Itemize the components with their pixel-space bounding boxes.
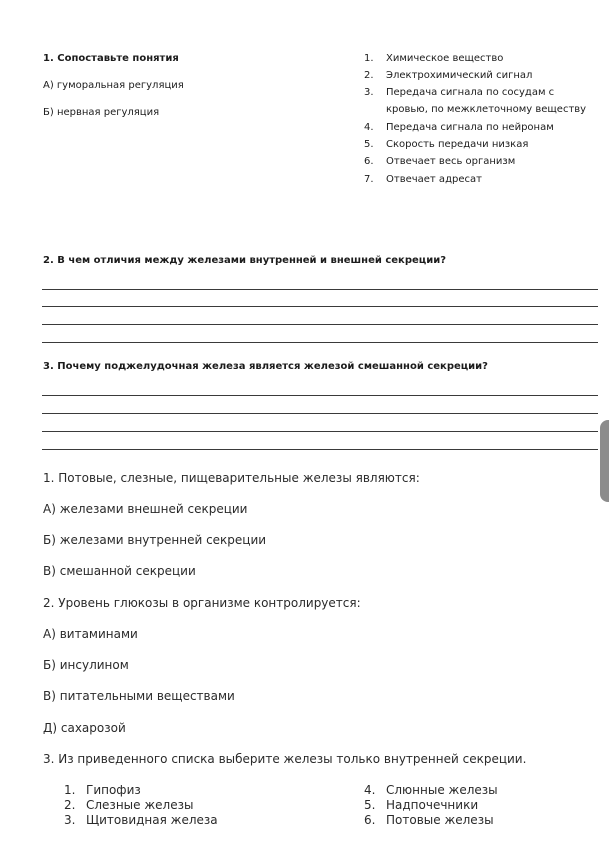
section1-heading: 1. Сопоставьте понятия [43,53,179,64]
section1-item-3 [364,87,554,98]
item-number: 2. [64,798,76,812]
item-text: Щитовидная железа [86,813,218,827]
quiz-q1-option-c: В) смешанной секреции [43,564,196,578]
item-text: Слюнные железы [386,783,498,797]
section1-item-3-cont [364,104,586,115]
answer-line[interactable] [42,431,598,432]
item-number: 2. [364,70,374,81]
quiz-q2-option-d: Д) сахарозой [43,721,126,735]
section1-item-2 [364,70,532,81]
item-text: Скорость передачи низкая [386,139,529,150]
section1-item-4 [364,122,554,133]
quiz-q1-option-b: Б) железами внутренней секреции [43,533,267,547]
quiz-q3-item-3 [64,813,218,827]
item-number: 6. [364,813,376,827]
item-text: Гипофиз [86,783,141,797]
quiz-q3-question: 3. Из приведенного списка выберите железы только внутренней секреции. [43,752,527,766]
quiz-q1-question: 1. Потовые, слезные, пищеварительные железы являются: [43,471,420,485]
item-text: Надпочечники [386,798,479,812]
item-text: Передача сигнала по нейронам [386,122,554,133]
item-text: Химическое вещество [386,53,504,64]
item-text: Электрохимический сигнал [386,70,533,81]
answer-line[interactable] [42,395,598,396]
answer-line[interactable] [42,289,598,290]
item-number: 6. [364,156,374,167]
section1-option-a: А) гуморальная регуляция [43,80,184,91]
item-text: кровью, по межклеточному веществу [386,104,587,115]
quiz-q3-item-2 [64,798,193,812]
item-number: 3. [64,813,76,827]
quiz-q3-item-1 [64,783,141,797]
item-number: 1. [64,783,76,797]
scroll-handle[interactable] [600,420,609,502]
item-text: Передача сигнала по сосудам с [386,87,555,98]
answer-line[interactable] [42,306,598,307]
item-number: 4. [364,783,376,797]
quiz-q2-option-c: В) питательными веществами [43,689,235,703]
section3-heading: 3. Почему поджелудочная железа является железой смешанной секреции? [43,361,488,372]
section2-heading: 2. В чем отличия между железами внутренней и внешней секреции? [43,255,447,266]
section1-item-1 [364,53,503,64]
item-text: Отвечает адресат [386,174,482,185]
answer-line[interactable] [42,413,598,414]
item-number: 5. [364,798,376,812]
section1-item-6 [364,156,515,167]
section1-option-b: Б) нервная регуляция [43,107,160,118]
item-number: 1. [364,53,374,64]
quiz-q2-question: 2. Уровень глюкозы в организме контролируется: [43,596,361,610]
quiz-q2-option-b: Б) инсулином [43,658,129,672]
quiz-q3-item-6 [364,813,494,827]
item-number: 4. [364,122,374,133]
answer-line[interactable] [42,324,598,325]
item-number: 5. [364,139,374,150]
quiz-q3-item-5 [364,798,478,812]
item-number: 3. [364,87,374,98]
item-text: Отвечает весь организм [386,156,516,167]
quiz-q3-item-4 [364,783,498,797]
section1-item-5 [364,139,528,150]
answer-line[interactable] [42,342,598,343]
answer-line[interactable] [42,449,598,450]
item-text: Слезные железы [86,798,194,812]
section1-item-7 [364,174,482,185]
item-number: 7. [364,174,374,185]
quiz-q1-option-a: А) железами внешней секреции [43,502,248,516]
item-text: Потовые железы [386,813,494,827]
quiz-q2-option-a: А) витаминами [43,627,138,641]
